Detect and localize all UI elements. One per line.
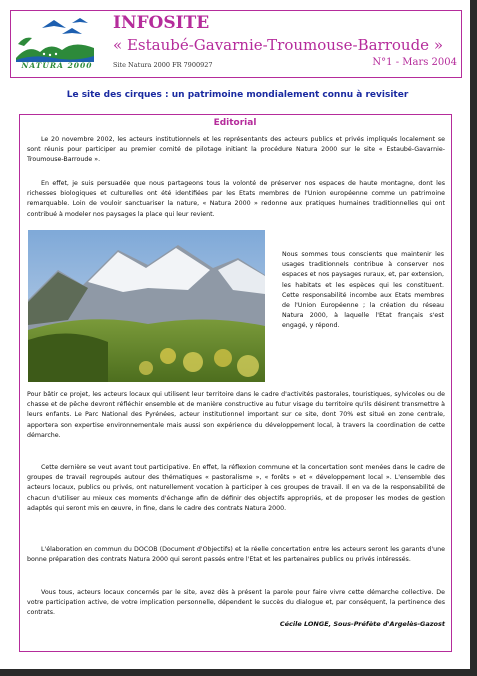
editorial-paragraph-6: L'élaboration en commun du DOCOB (Document d'Objectifs) et la réelle concertation entre les acteurs seront les garants d'une bonne préparation des contrats Natura 2000 qui seront passés entre l'Etat et les partenaires publics ou privés intéressés. <box>27 546 445 564</box>
page-shadow-bottom <box>0 669 477 676</box>
headline: Le site des cirques : un patrimoine mondialement connu à revisiter <box>66 90 409 100</box>
logo-text: NATURA 2000 <box>21 61 93 70</box>
site-code: Site Natura 2000 FR 7900927 <box>113 61 213 69</box>
header-banner <box>10 10 462 78</box>
signature: Cécile LONGE, Sous-Préfète d'Argelès-Gazost <box>279 620 445 628</box>
page-title: INFOSITE <box>113 13 210 33</box>
editorial-box <box>19 114 452 652</box>
editorial-paragraph-7: Vous tous, acteurs locaux concernés par le site, avez dès à présent la parole pour faire vivre cette démarche collective. De votre participation active, de votre implication personnelle, dépendent le succès du dialogue et, par conséquent, la pertinence des contrats. <box>27 589 445 617</box>
editorial-paragraph-5: Cette dernière se veut avant tout participative. En effet, la réflexion commune et la concertation sont menées dans le cadre de groupes de travail regroupés autour des thématiques « pastoralisme », « forêts » et « développement local ». L'ensemble des acteurs locaux, publics ou privés, ont naturellement vocation à participer à ces groupes de travail. Il en va de la responsabilité de chacun d'utiliser au mieux ces moments d'échange afin de définir des objectifs appropriés, et de proposer les modes de gestion adaptés qui seront mis en œuvre, in fine, dans le cadre des contrats Natura 2000. <box>27 464 445 512</box>
issue-number: N°1 - Mars 2004 <box>372 57 457 68</box>
page-subtitle: « Estaubé-Gavarnie-Troumouse-Barroude » <box>113 36 443 54</box>
editorial-paragraph-4: Pour bâtir ce projet, les acteurs locaux qui utilisent leur territoire dans le cadre d'activités pastorales, touristiques, sylvicoles ou de chasse et de pêche devront réfléchir ensemble et de manière constructive au futur visage du territoire qu'ils désirent transmettre à leurs enfants. Le Parc National des Pyrénées, acteur institutionnel important sur ce site, dont 70% est situé en zone centrale, apportera son expertise environnementale mais aussi son expérience du développement local, à travers la coordination de cette démarche. <box>27 391 445 439</box>
editorial-paragraph-3: Nous sommes tous conscients que maintenir les usages traditionnels contribue à conserver nos espaces et nos paysages ruraux, et, par extension, les habitats et les espèces qui les constituent. Cette responsabilité incombe aux Etats membres de l'Union Européenne ; la création du réseau Natura 2000, à laquelle l'Etat français s'est engagé, y répond. <box>282 251 444 330</box>
mountain-cirque-photo <box>28 230 265 382</box>
editorial-paragraph-1: Le 20 novembre 2002, les acteurs institutionnels et les représentants des acteurs publics et privés impliqués localement se sont réunis pour participer au premier comité de pilotage initiant la procédure Natura 2000 sur le site « Estaubé-Gavarnie-Troumouse-Barroude ». <box>27 136 445 164</box>
page-shadow-right <box>470 0 477 676</box>
editorial-paragraph-2: En effet, je suis persuadée que nous partageons tous la volonté de préserver nos espaces de haute montagne, dont les richesses biologiques et culturelles ont été identifiées par les Etats membres de l'Union européenne comme un patrimoine remarquable. Loin de vouloir sanctuariser la nature, « Natura 2000 » redonne aux pratiques humaines traditionnelles qui ont contribué à modeler nos paysages la place qui leur revient. <box>27 180 445 218</box>
editorial-title: Editorial <box>213 118 257 128</box>
